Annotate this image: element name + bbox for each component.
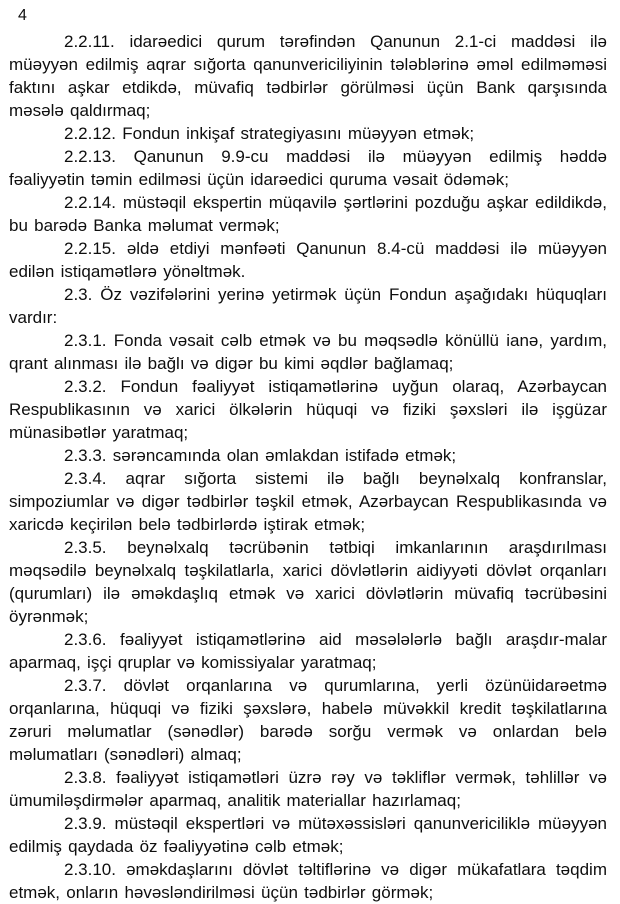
clause-number: 2.3.5. (64, 538, 107, 557)
clause-2-3-8 (9, 766, 607, 812)
clause-text: fəaliyyət istiqamətlərinə aid məsələlərlə bağlı araşdır-malar aparmaq, işçi qruplar və komissiyalar yaratmaq; (9, 630, 607, 672)
clause-text: Fondun fəaliyyət istiqamətlərinə uyğun olaraq, Azərbaycan Respublikasının və xarici ölkələrin hüquqi və fiziki şəxsləri ilə işgüzar münasibətlər yaratmaq; (9, 377, 607, 442)
clause-text: Qanunun 9.9-cu maddəsi ilə müəyyən edilmiş həddə fəaliyyətin təmin edilməsi üçün idarəedici quruma vəsait ödəmək; (9, 147, 607, 189)
clause-number: 2.2.13. (64, 147, 116, 166)
clause-text: sərəncamında olan əmlakdan istifadə etmək; (112, 446, 457, 465)
clause-text: Fonda vəsait cəlb etmək və bu məqsədlə könüllü ianə, yardım, qrant alınması ilə bağlı və digər bu kimi əqdlər bağlamaq; (9, 331, 607, 373)
clause-text: beynəlxalq təcrübənin tətbiqi imkanlarının araşdırılması məqsədilə beynəlxalq təşkilatlarla, xarici dövlətlərin aidiyyəti dövlət orqanları (qurumları) ilə əməkdaşlıq etmək və xarici dövlətlərin müvafiq təcrübəsini öyrənmək; (9, 538, 607, 626)
clause-text: əldə etdiyi mənfəəti Qanunun 8.4-cü maddəsi ilə müəyyən edilən istiqamətlərə yönəltmək. (9, 239, 607, 281)
clause-number: 2.2.11. (64, 32, 115, 51)
clause-number: 2.3.10. (64, 860, 116, 879)
clause-2-2-14 (9, 191, 607, 237)
clause-text: idarəedici qurum tərəfindən Qanunun 2.1-ci maddəsi ilə müəyyən edilmiş aqrar sığorta qanunvericiliyinin tələblərinə əməl edilməməsi faktını aşkar etdikdə, müvafiq tədbirlər görülməsi üçün Bank qarşısında məsələ qaldırmaq; (9, 32, 607, 120)
clause-2-3 (9, 283, 607, 329)
clause-2-2-12 (9, 122, 607, 145)
clause-number: 2.2.12. (64, 124, 116, 143)
clause-text: Öz vəzifələrini yerinə yetirmək üçün Fondun aşağıdakı hüquqları vardır: (9, 285, 607, 327)
clause-2-3-1 (9, 329, 607, 375)
clause-text: fəaliyyət istiqamətləri üzrə rəy və təkliflər vermək, təhlillər və ümumiləşdirmələr aparmaq, analitik materiallar hazırlamaq; (9, 768, 607, 810)
clause-number: 2.2.15. (64, 239, 116, 258)
clause-number: 2.3.6. (64, 630, 107, 649)
clause-2-2-11 (9, 30, 607, 122)
document-body (9, 30, 607, 904)
clause-number: 2.3.2. (64, 377, 107, 396)
clause-text: müstəqil ekspertləri və mütəxəssisləri qanunvericiliklə müəyyən edilmiş qaydada öz fəaliyyətinə cəlb etmək; (9, 814, 607, 856)
clause-2-3-7 (9, 674, 607, 766)
clause-number: 2.3.3. (64, 446, 107, 465)
clause-number: 2.3.4. (64, 469, 107, 488)
clause-number: 2.3.7. (64, 676, 107, 695)
page-number: 4 (18, 7, 27, 24)
clause-2-3-6 (9, 628, 607, 674)
clause-2-3-3 (9, 444, 607, 467)
clause-2-3-2 (9, 375, 607, 444)
clause-number: 2.2.14. (64, 193, 116, 212)
clause-2-3-9 (9, 812, 607, 858)
clause-text: əməkdaşlarını dövlət təltiflərinə və digər mükafatlara təqdim etmək, onların həvəsləndirilməsi üçün tədbirlər görmək; (9, 860, 607, 902)
clause-text: aqrar sığorta sistemi ilə bağlı beynəlxalq konfranslar, simpoziumlar və digər tədbirlər təşkil etmək, Azərbaycan Respublikasında və xaricdə keçirilən belə tədbirlərdə iştirak etmək; (9, 469, 607, 534)
clause-2-3-10 (9, 858, 607, 904)
clause-number: 2.3.9. (64, 814, 107, 833)
clause-number: 2.3.8. (64, 768, 107, 787)
clause-number: 2.3.1. (64, 331, 107, 350)
clause-2-2-15 (9, 237, 607, 283)
clause-2-3-4 (9, 467, 607, 536)
clause-text: dövlət orqanlarına və qurumlarına, yerli özünüidarəetmə orqanlarına, hüquqi və fiziki şəxslərə, habelə müvəkkil kredit təşkilatlarına zəruri məlumatlar (sənədlər) barədə sorğu vermək və onlardan belə məlumatları (sənədləri) almaq; (9, 676, 607, 764)
clause-text: Fondun inkişaf strategiyasını müəyyən etmək; (122, 124, 475, 143)
clause-text: müstəqil ekspertin müqavilə şərtlərini pozduğu aşkar edildikdə, bu barədə Banka məlumat vermək; (9, 193, 607, 235)
clause-2-2-13 (9, 145, 607, 191)
clause-2-3-5 (9, 536, 607, 628)
clause-number: 2.3. (64, 285, 93, 304)
